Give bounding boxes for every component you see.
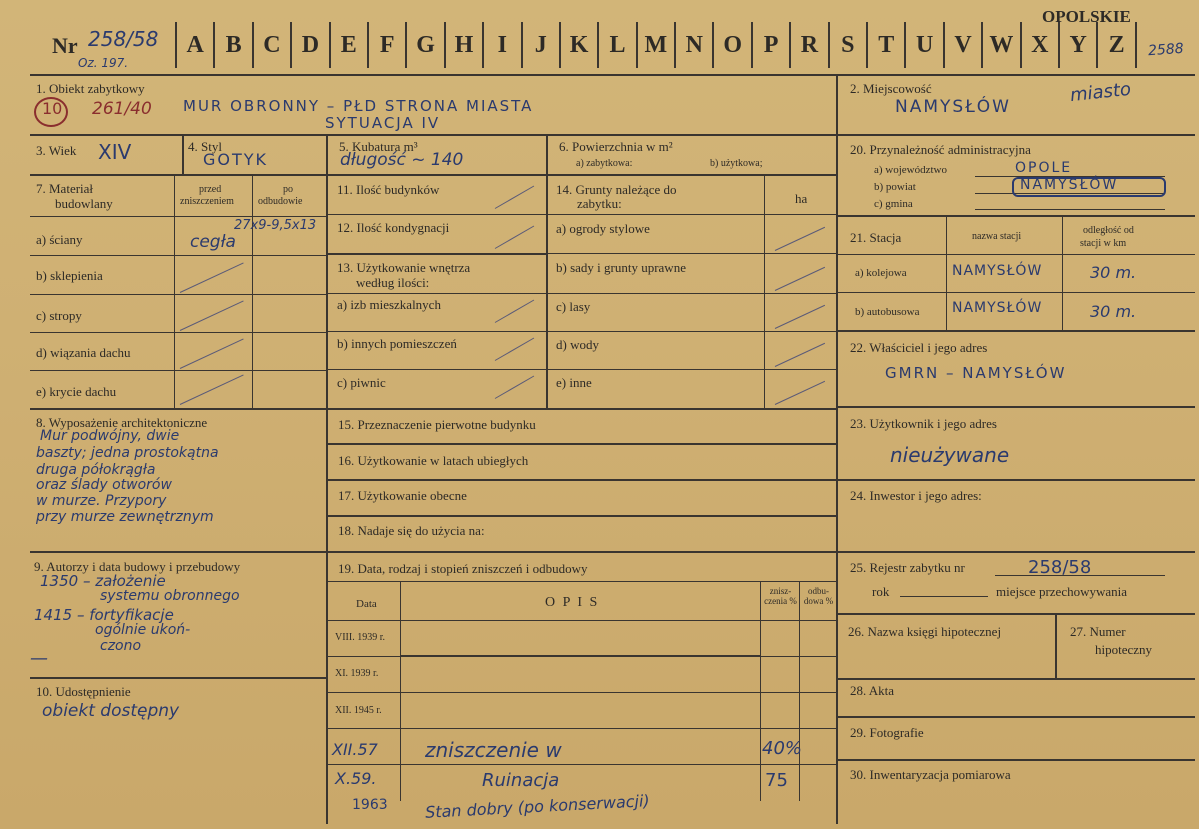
region-label: OPOLSKIE — [1042, 7, 1131, 26]
f24-label: 24. Inwestor i jego adres: — [850, 488, 982, 503]
f19-hw-date-2: X.59. — [335, 769, 377, 788]
index-letter-j: J — [521, 22, 559, 68]
f27-label-1: 27. Numer — [1070, 624, 1126, 639]
f21-a-name: NAMYSŁÓW — [952, 263, 1043, 279]
index-letter-s: S — [828, 22, 866, 68]
index-letter-k: K — [559, 22, 597, 68]
f26-label: 26. Nazwa księgi hipotecznej — [848, 624, 1002, 639]
f14-row-b: b) sady i grunty uprawne — [556, 260, 686, 275]
f28-label: 28. Akta — [850, 683, 895, 698]
index-letter-t: T — [866, 22, 904, 68]
f9-line-2: systemu obronnego — [100, 588, 240, 604]
f14-label-1: 14. Grunty należące do — [556, 182, 677, 197]
f7-label-1: 7. Materiał — [36, 181, 94, 196]
f8-line-2: baszty; jedna prostokątna — [36, 445, 219, 461]
f27-label-2: hipoteczny — [1095, 642, 1153, 657]
f19-date-1: VIII. 1939 r. — [335, 632, 385, 643]
f25-rok: rok — [872, 584, 890, 599]
corner-number: 2588 — [1147, 40, 1185, 60]
index-letter-n: N — [674, 22, 712, 68]
f25-value: 258/58 — [1028, 557, 1092, 578]
f7-row-e: e) krycie dachu — [36, 384, 117, 399]
f22-value: GMRN – NAMYSŁÓW — [885, 364, 1067, 382]
f19-label: 19. Data, rodzaj i stopień zniszczeń i odbudowy — [338, 561, 588, 576]
f19-col-date: Data — [356, 598, 377, 610]
f30-label: 30. Inwentaryzacja pomiarowa — [850, 767, 1011, 782]
f8-line-4: oraz ślady otworów — [36, 477, 172, 493]
f21-col-name: nazwa stacji — [972, 231, 1022, 242]
f14-label-2: zabytku: — [577, 196, 622, 211]
index-letter-i: I — [482, 22, 520, 68]
f2-note: miasto — [1069, 78, 1132, 107]
f20-c-label: c) gmina — [874, 198, 913, 210]
f7-row-c: c) stropy — [36, 308, 82, 323]
f1-label: 1. Obiekt zabytkowy — [36, 81, 145, 96]
f7-walls-dim: 27x9-9,5x13 — [234, 218, 317, 233]
f21-b-label: b) autobusowa — [855, 306, 920, 318]
f2-label: 2. Miejscowość — [850, 81, 932, 96]
f19-hw-desc-1: zniszczenie w — [425, 738, 562, 762]
index-letter-a: A — [175, 22, 213, 68]
f7-col-before-1: przed — [199, 184, 222, 195]
f19-hw-desc-2: Ruinacja — [482, 770, 560, 791]
index-letter-e: E — [329, 22, 367, 68]
index-letter-m: M — [636, 22, 674, 68]
f19-date-2: XI. 1939 r. — [335, 668, 379, 679]
f21-label: 21. Stacja — [850, 230, 902, 245]
f9-line-4: ogólnie ukoń- — [95, 622, 191, 638]
f15-label: 15. Przeznaczenie pierwotne budynku — [338, 417, 536, 432]
f21-b-dist: 30 m. — [1090, 302, 1137, 321]
f19-col-destr: znisz-czenia % — [764, 586, 797, 606]
f6-a: a) zabytkowa: — [576, 158, 633, 169]
f21-b-name: NAMYSŁÓW — [952, 300, 1043, 316]
f2-value: NAMYSŁÓW — [895, 97, 1011, 117]
f10-value: obiekt dostępny — [42, 701, 180, 721]
f20-a-value: OPOLE — [1015, 160, 1073, 176]
index-letter-f: F — [367, 22, 405, 68]
f20-b-value: NAMYSŁÓW — [1020, 177, 1119, 193]
f23-value: nieużywane — [890, 443, 1010, 467]
f4-value: GOTYK — [203, 150, 269, 169]
f20-label: 20. Przynależność administracyjna — [850, 142, 1031, 157]
f5-value: długość ~ 140 — [340, 150, 464, 170]
f19-hw-desc-3: Stan dobry (po konserwacji) — [424, 791, 651, 822]
f5-label: 5. Kubatura m³ — [339, 139, 418, 154]
f21-col-dist-2: stacji w km — [1080, 238, 1127, 249]
f9-line-5: czono — [100, 638, 142, 654]
f7-walls-value: cegła — [190, 232, 236, 252]
f19-date-3: XII. 1945 r. — [335, 705, 382, 716]
f19-hw-pct-1: 40% — [762, 738, 803, 759]
f1-circle-number: 10 — [42, 99, 63, 118]
f3-label: 3. Wiek — [36, 143, 77, 158]
f25-place: miejsce przechowywania — [996, 584, 1128, 599]
f9-line-1: 1350 – założenie — [40, 572, 166, 590]
index-letter-o: O — [712, 22, 750, 68]
f4-label: 4. Styl — [188, 139, 222, 154]
f14-row-e: e) inne — [556, 375, 592, 390]
f21-a-label: a) kolejowa — [855, 267, 907, 279]
f9-line-3: 1415 – fortyfikacje — [34, 606, 174, 624]
f11-label: 11. Ilość budynków — [337, 182, 440, 197]
f21-a-dist: 30 m. — [1090, 263, 1137, 282]
f14-row-d: d) wody — [556, 337, 599, 352]
f23-label: 23. Użytkownik i jego adres — [850, 416, 997, 431]
f7-row-a: a) ściany — [36, 232, 83, 247]
f8-line-6: przy murze zewnętrznym — [36, 509, 214, 525]
f8-label: 8. Wyposażenie architektoniczne — [36, 415, 208, 430]
f14-unit: ha — [795, 191, 808, 206]
index-letter-x: X — [1020, 22, 1058, 68]
index-letter-w: W — [981, 22, 1019, 68]
f7-col-before-2: zniszczeniem — [180, 196, 234, 207]
index-letter-z: Z — [1096, 22, 1134, 68]
f19-col-rebuild: odbu-dowa % — [803, 586, 834, 606]
index-letter-v: V — [943, 22, 981, 68]
nr-label: Nr — [52, 33, 78, 58]
f18-label: 18. Nadaje się do użycia na: — [338, 523, 485, 538]
f19-col-desc: O P I S — [545, 595, 600, 610]
index-letter-y: Y — [1058, 22, 1096, 68]
f7-label-2: budowlany — [55, 196, 113, 211]
f17-label: 17. Użytkowanie obecne — [338, 488, 467, 503]
f9-label: 9. Autorzy i data budowy i przebudowy — [34, 559, 241, 574]
f19-hw-date-1: XII.57 — [332, 740, 378, 759]
index-letter-u: U — [904, 22, 942, 68]
nr-sub: Oz. 197. — [78, 56, 129, 70]
index-letter-r: R — [789, 22, 827, 68]
index-letter-g: G — [405, 22, 443, 68]
f1-index: 261/40 — [92, 99, 152, 119]
f7-row-b: b) sklepienia — [36, 268, 103, 283]
index-letter-p: P — [751, 22, 789, 68]
f3-value: XIV — [98, 140, 132, 164]
f13-row-a: a) izb mieszkalnych — [337, 297, 441, 312]
f20-b-label: b) powiat — [874, 181, 916, 193]
f14-row-a: a) ogrody stylowe — [556, 221, 650, 236]
f8-line-3: druga półokrągła — [36, 462, 156, 478]
f7-col-after-2: odbudowie — [258, 196, 303, 207]
index-letter-row — [175, 22, 1135, 68]
f1-value-line1: MUR OBRONNY – PŁD STRONA MIASTA — [183, 97, 534, 115]
f19-hw-date-3: 1963 — [352, 797, 388, 813]
f13-row-b: b) innych pomieszczeń — [337, 336, 457, 351]
f1-value-line2: SYTUACJA IV — [325, 114, 441, 132]
f9-line-6: — — [30, 648, 48, 669]
f8-line-1: Mur podwójny, dwie — [40, 428, 180, 444]
f13-row-c: c) piwnic — [337, 375, 386, 390]
nr-value: 258/58 — [88, 27, 159, 51]
f29-label: 29. Fotografie — [850, 725, 924, 740]
f22-label: 22. Właściciel i jego adres — [850, 340, 988, 355]
f16-label: 16. Użytkowanie w latach ubiegłych — [338, 453, 529, 468]
f12-label: 12. Ilość kondygnacji — [337, 220, 450, 235]
f6-label: 6. Powierzchnia w m² — [559, 139, 673, 154]
f14-row-c: c) lasy — [556, 299, 591, 314]
f7-col-after-1: po — [283, 184, 293, 195]
f10-label: 10. Udostępnienie — [36, 684, 131, 699]
index-letter-d: D — [290, 22, 328, 68]
index-letter-h: H — [444, 22, 482, 68]
f8-line-5: w murze. Przypory — [36, 493, 167, 509]
f13-label-2: według ilości: — [356, 275, 430, 290]
index-letter-b: B — [213, 22, 251, 68]
f19-hw-pct-2: 75 — [765, 770, 788, 791]
f6-b: b) użytkowa; — [710, 158, 763, 169]
index-letter-l: L — [597, 22, 635, 68]
f13-label-1: 13. Użytkowanie wnętrza — [337, 260, 471, 275]
f20-a-label: a) województwo — [874, 164, 948, 176]
index-letter-c: C — [252, 22, 290, 68]
f7-row-d: d) wiązania dachu — [36, 345, 131, 360]
f21-col-dist-1: odległość od — [1083, 225, 1134, 236]
f25-label: 25. Rejestr zabytku nr — [850, 560, 965, 575]
